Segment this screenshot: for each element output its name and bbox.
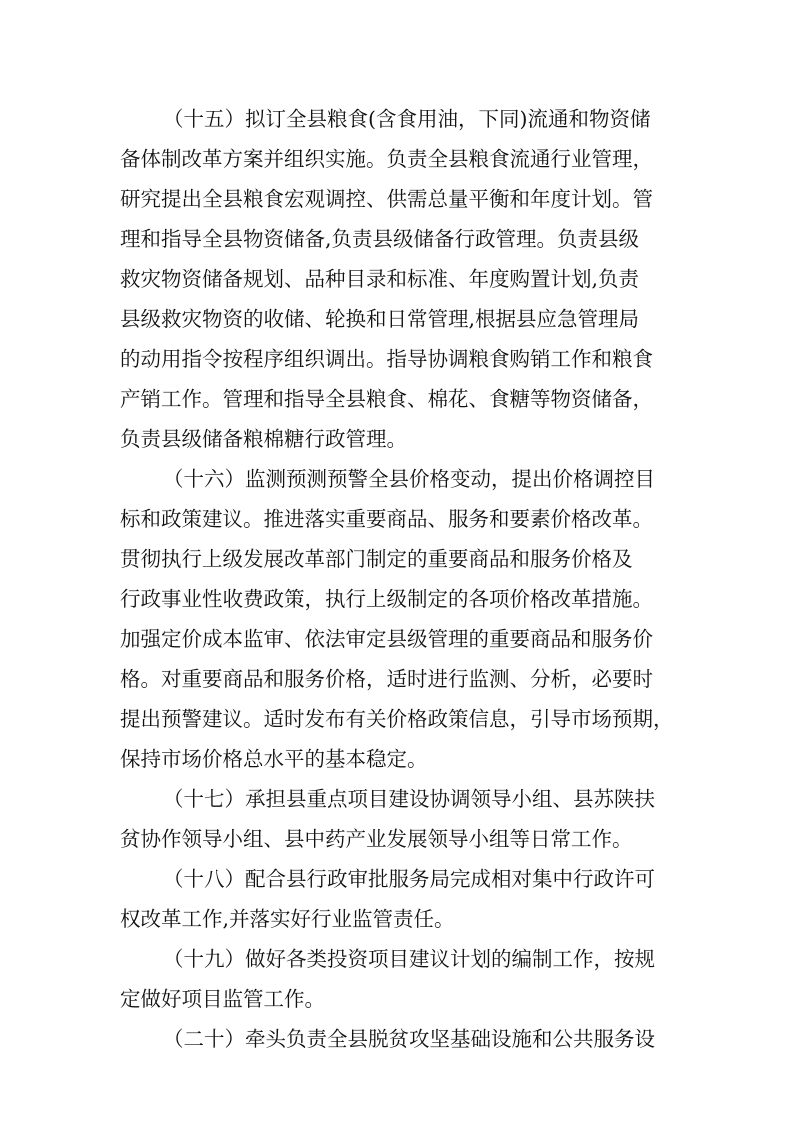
- text-line: （十七）承担县重点项目建设协调领导小组、县苏陕扶: [163, 787, 655, 811]
- text-line: 产销工作。管理和指导全县粮食、棉花、食糖等物资储备，: [120, 387, 653, 411]
- text-line: （十六）监测预测预警全县价格变动，提出价格调控目: [163, 467, 655, 491]
- text-line: （十八）配合县行政审批服务局完成相对集中行政许可: [163, 867, 655, 891]
- text-line: 标和政策建议。推进落实重要商品、服务和要素价格改革。: [120, 507, 653, 531]
- text-line: 保持市场价格总水平的基本稳定。: [120, 747, 428, 771]
- text-line: 加强定价成本监审、依法审定县级管理的重要商品和服务价: [120, 627, 653, 651]
- text-line: 理和指导全县物资储备,负责县级储备行政管理。负责县级: [120, 227, 640, 251]
- text-line: 负责县级储备粮棉糖行政管理。: [120, 427, 407, 451]
- text-line: 提出预警建议。适时发布有关价格政策信息，引导市场预期，: [120, 707, 674, 731]
- text-line: 定做好项目监管工作。: [120, 987, 325, 1011]
- text-line: 的动用指令按程序组织调出。指导协调粮食购销工作和粮食: [120, 347, 653, 371]
- text-line: 权改革工作,并落实好行业监管责任。: [120, 907, 455, 931]
- text-line: 备体制改革方案并组织实施。负责全县粮食流通行业管理，: [120, 147, 653, 171]
- text-line: 研究提出全县粮食宏观调控、供需总量平衡和年度计划。管: [120, 187, 653, 211]
- text-line: （十五）拟订全县粮食(含食用油，下同)流通和物资储: [163, 107, 651, 131]
- text-line: 救灾物资储备规划、品种目录和标准、年度购置计划,负责: [120, 267, 640, 291]
- text-line: 县级救灾物资的收储、轮换和日常管理,根据县应急管理局: [120, 307, 640, 331]
- text-line: （十九）做好各类投资项目建议计划的编制工作，按规: [163, 947, 655, 971]
- text-line: 格。对重要商品和服务价格，适时进行监测、分析，必要时: [120, 667, 653, 691]
- text-line: 贫协作领导小组、县中药产业发展领导小组等日常工作。: [120, 827, 633, 851]
- text-line: 行政事业性收费政策，执行上级制定的各项价格改革措施。: [120, 587, 653, 611]
- text-line: （二十）牵头负责全县脱贫攻坚基础设施和公共服务设: [163, 1027, 655, 1051]
- text-line: 贯彻执行上级发展改革部门制定的重要商品和服务价格及: [120, 547, 633, 571]
